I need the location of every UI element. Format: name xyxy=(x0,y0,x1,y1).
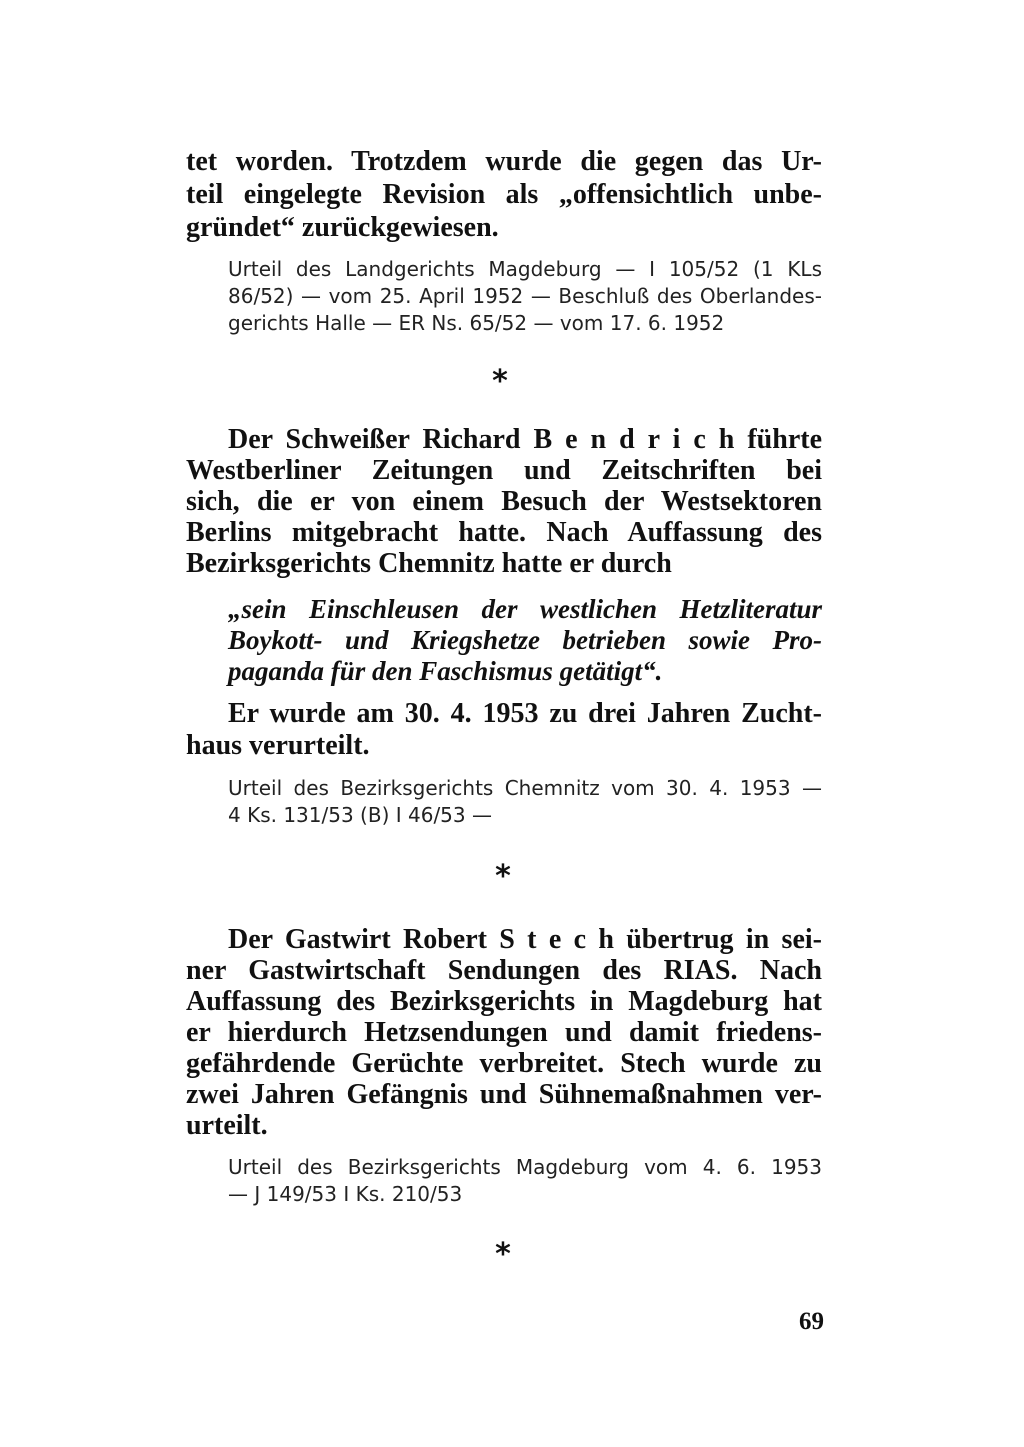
body-text-line: urteilt. xyxy=(186,1110,268,1141)
citation-line: gerichts Halle — ER Ns. 65/52 — vom 17. 6. 1952 xyxy=(228,311,725,335)
section-separator-asterisk: * xyxy=(492,364,508,399)
citation-line: Urteil des Landgerichts Magdeburg — I 105/52 (1 KLs xyxy=(228,257,822,281)
body-text-line: zwei Jahren Gefängnis und Sühnemaßnahmen ver- xyxy=(186,1079,822,1110)
citation-line: 86/52) — vom 25. April 1952 — Beschluß des Oberlandes- xyxy=(228,284,822,308)
body-text-line: haus verurteilt. xyxy=(186,730,370,761)
section-separator-asterisk: * xyxy=(495,1237,511,1272)
body-text-line: Berlins mitgebracht hatte. Nach Auffassung des xyxy=(186,517,822,548)
page-number: 69 xyxy=(799,1308,824,1335)
section-separator-asterisk: * xyxy=(495,859,511,894)
body-text-line: sich, die er von einem Besuch der Westsektoren xyxy=(186,486,822,517)
body-text-line: Er wurde am 30. 4. 1953 zu drei Jahren Zucht- xyxy=(228,698,822,729)
body-text-line: Westberliner Zeitungen und Zeitschriften bei xyxy=(186,455,822,486)
body-text-line: er hierdurch Hetzsendungen und damit friedens- xyxy=(186,1017,822,1048)
body-text-line: gefährdende Gerüchte verbreitet. Stech wurde zu xyxy=(186,1048,822,1079)
body-text-line: Auffassung des Bezirksgerichts in Magdeburg hat xyxy=(186,986,822,1017)
body-text-line: ner Gastwirtschaft Sendungen des RIAS. Nach xyxy=(186,955,822,986)
citation-line: Urteil des Bezirksgerichts Chemnitz vom 30. 4. 1953 — xyxy=(228,776,822,800)
body-text-line: teil eingelegte Revision als „offensichtlich unbe- xyxy=(186,179,822,210)
citation-line: — J 149/53 I Ks. 210/53 xyxy=(228,1182,463,1206)
body-text-line: Der Gastwirt Robert S t e c h übertrug in sei- xyxy=(228,924,822,955)
citation-line: 4 Ks. 131/53 (B) I 46/53 — xyxy=(228,803,492,827)
quote-line: Boykott- und Kriegshetze betrieben sowie Pro- xyxy=(228,625,822,655)
body-text-line: gründet“ zurückgewiesen. xyxy=(186,212,499,243)
body-text-line: Der Schweißer Richard B e n d r i c h führte xyxy=(228,424,822,455)
quote-line: „sein Einschleusen der westlichen Hetzliteratur xyxy=(228,594,822,624)
body-text-line: Bezirksgerichts Chemnitz hatte er durch xyxy=(186,548,672,579)
body-text-line: tet worden. Trotzdem wurde die gegen das Ur- xyxy=(186,146,822,177)
quote-line: paganda für den Faschismus getätigt“. xyxy=(228,656,663,686)
citation-line: Urteil des Bezirksgerichts Magdeburg vom 4. 6. 1953 xyxy=(228,1155,822,1179)
